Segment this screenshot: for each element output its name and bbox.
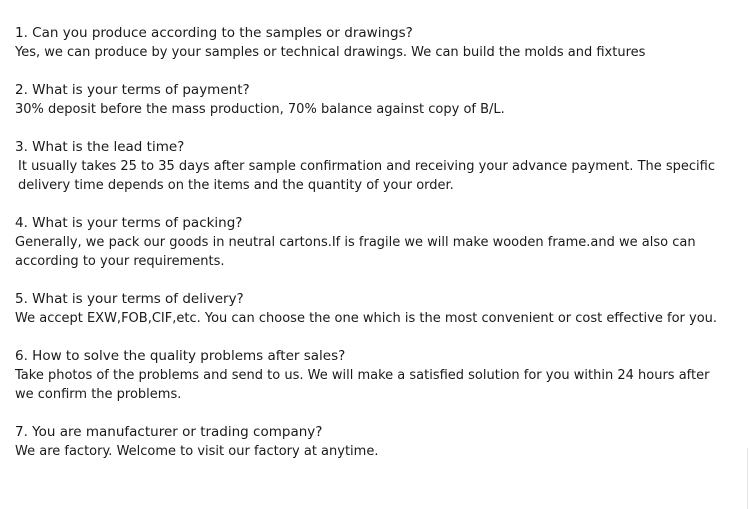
edge-divider [747,448,748,509]
faq-question-3: 3. What is the lead time? [15,139,185,155]
faq-question-4: 4. What is your terms of packing? [15,215,243,231]
faq-answer-7 [15,442,743,461]
faq-answer-4 [15,233,743,271]
faq-list [15,24,743,480]
faq-question-5: 5. What is your terms of delivery? [15,291,244,307]
faq-answer-6 [15,366,743,404]
faq-question-7: 7. You are manufacturer or trading company? [15,424,323,440]
faq-item-1 [15,24,743,62]
faq-question-6: 6. How to solve the quality problems after sales? [15,348,346,364]
faq-answer-1 [15,43,743,62]
faq-item-6 [15,347,743,404]
faq-item-5 [15,290,743,328]
faq-answer-5-line-1: We accept EXW,FOB,CIF,etc. You can choose the one which is the most convenient or cost effective for you. [15,311,718,326]
faq-answer-1-line-1: Yes, we can produce by your samples or technical drawings. We can build the molds and fixtures [15,45,646,60]
faq-answer-4-line-1: Generally, we pack our goods in neutral cartons.If is fragile we will make wooden frame.and we also can [15,235,696,250]
faq-answer-5 [15,309,743,328]
faq-item-3 [15,138,743,195]
faq-item-7 [15,423,743,461]
faq-question-1: 1. Can you produce according to the samples or drawings? [15,25,413,41]
faq-item-2 [15,81,743,119]
faq-answer-3-line-2: delivery time depends on the items and the quantity of your order. [18,178,454,193]
faq-answer-2-line-1: 30% deposit before the mass production, 70% balance against copy of B/L. [15,102,505,117]
faq-answer-6-line-1: Take photos of the problems and send to us. We will make a satisfied solution for you within 24 hours after [15,368,710,383]
faq-answer-3 [15,157,743,195]
faq-answer-3-line-1: It usually takes 25 to 35 days after sample confirmation and receiving your advance payment. The specific [18,159,715,174]
faq-answer-4-line-2: according to your requirements. [15,254,225,269]
faq-question-2: 2. What is your terms of payment? [15,82,250,98]
faq-answer-2 [15,100,743,119]
faq-answer-7-line-1: We are factory. Welcome to visit our factory at anytime. [15,444,379,459]
faq-item-4 [15,214,743,271]
faq-answer-6-line-2: we confirm the problems. [15,387,182,402]
